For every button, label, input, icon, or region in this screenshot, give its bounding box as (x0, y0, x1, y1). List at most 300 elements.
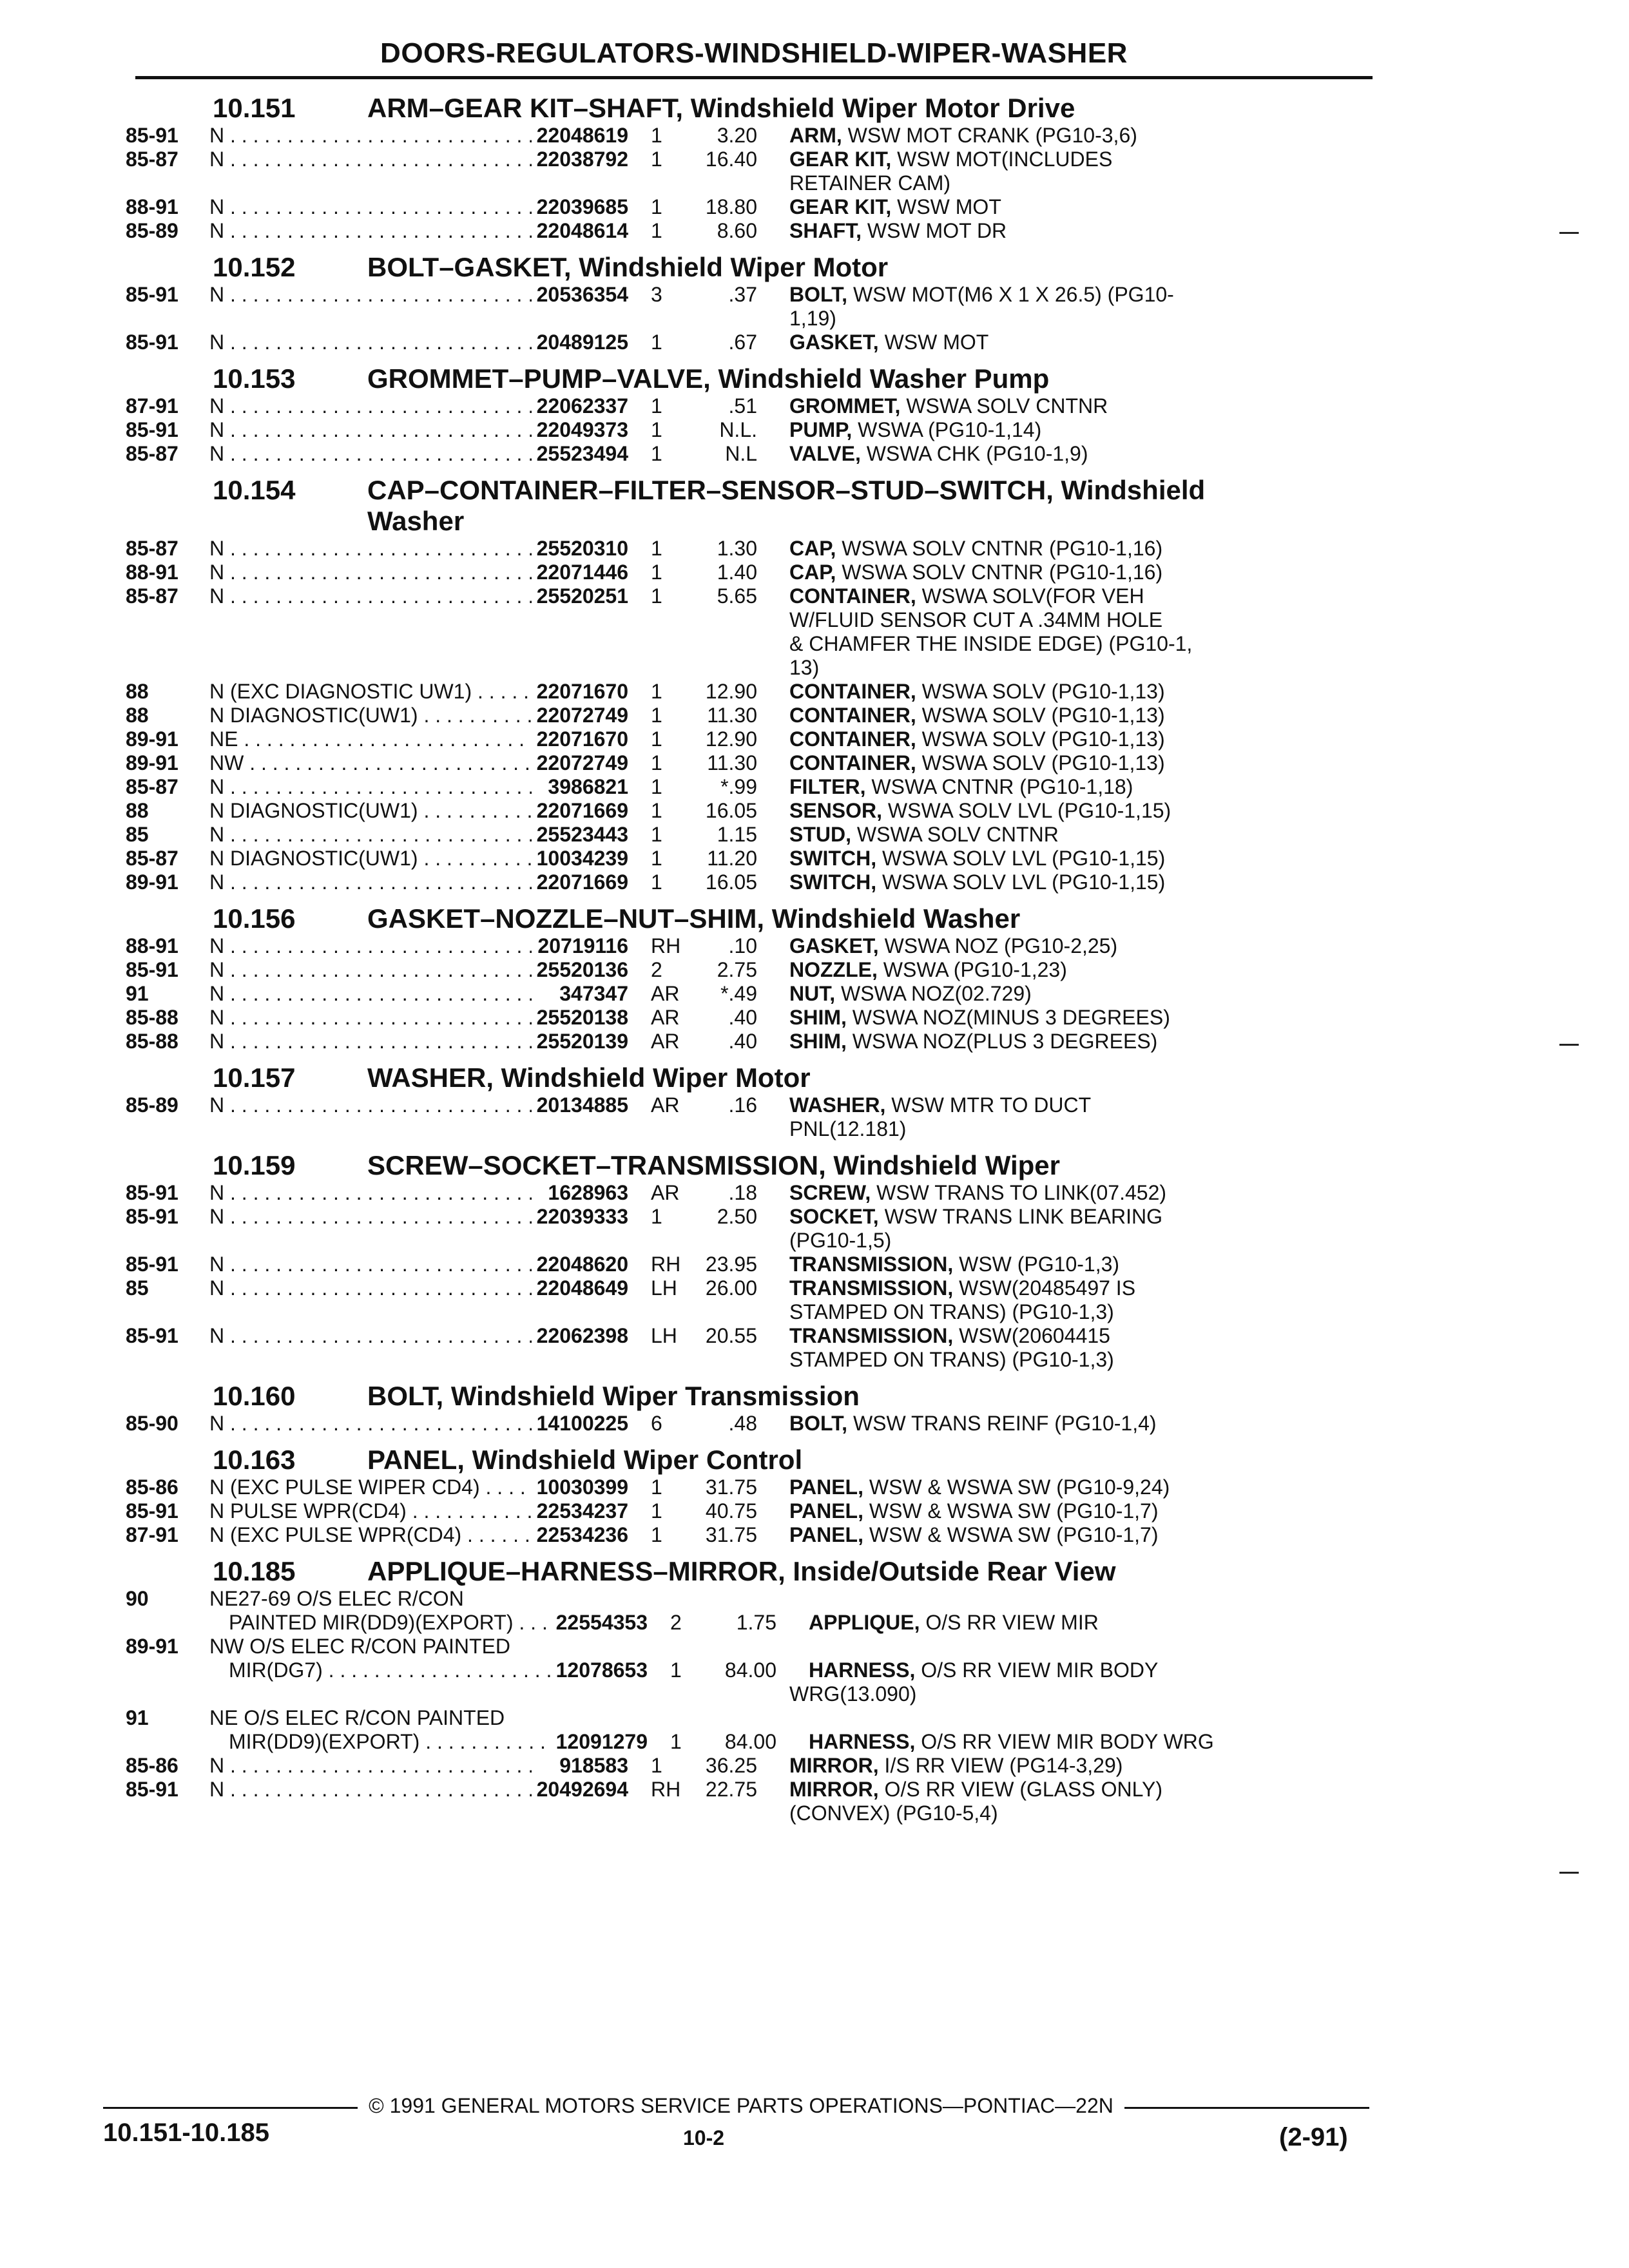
part-number: 22049373 (536, 418, 628, 441)
part-row (126, 219, 1382, 243)
part-name: SENSOR, (789, 799, 883, 822)
part-description: WSW(20604415 (959, 1324, 1110, 1347)
part-row (126, 1754, 1382, 1778)
description (776, 1658, 1382, 1682)
application (209, 775, 532, 799)
section-heading (126, 252, 1382, 283)
part-row (126, 124, 1382, 148)
part-row (126, 870, 1382, 894)
application-text: N . . . (209, 219, 532, 242)
application (209, 1006, 532, 1030)
model-years-spacer (126, 1611, 209, 1635)
continued-text: RETAINER CAM) (789, 171, 951, 195)
quantity: 1 (651, 195, 662, 218)
part-row (126, 1523, 1382, 1547)
section-title: APPLIQUE–HARNESS–MIRROR, Inside/Outside Rear View (367, 1556, 1116, 1586)
description-continued (126, 1117, 1382, 1141)
price: 5.65 (717, 584, 757, 608)
section-heading (126, 1062, 1382, 1093)
part-name: VALVE, (789, 442, 861, 465)
description (757, 394, 1382, 418)
application-text: N (EXC DIAGNOSTIC UW1) . . . (209, 680, 532, 703)
application (209, 124, 532, 148)
section (126, 1381, 1382, 1436)
quantity: 1 (651, 775, 662, 798)
application-text: N DIAGNOSTIC(UW1) . . . (209, 847, 532, 870)
part-description: WSWA SOLV(FOR VEH (921, 584, 1144, 608)
margin-tick (1559, 1044, 1579, 1046)
application-text: N . . . (209, 1778, 532, 1801)
part-row (126, 561, 1382, 584)
application (209, 537, 532, 561)
description (757, 1181, 1382, 1205)
application-text: N . . . (209, 1253, 532, 1276)
section-number: 10.160 (213, 1381, 296, 1411)
description (757, 1006, 1382, 1030)
quantity: 1 (651, 1499, 662, 1523)
model-years: 85-89 (126, 1093, 178, 1117)
application-prefix: NW O/S ELEC R/CON PAINTED (209, 1635, 511, 1658)
footer-rule-right (1124, 2107, 1369, 2109)
section-title: BOLT–GASKET, Windshield Wiper Motor (367, 252, 889, 282)
part-description: WSW & WSWA SW (PG10-1,7) (869, 1499, 1159, 1523)
description (757, 751, 1382, 775)
price: 1.75 (736, 1611, 776, 1634)
indent-spacer (126, 171, 789, 195)
part-number: 10034239 (536, 847, 628, 870)
application-text: NE . . . (209, 727, 532, 751)
model-years: 88-91 (126, 934, 178, 957)
application-text: N . . . (209, 1030, 532, 1053)
section-title: GASKET–NOZZLE–NUT–SHIM, Windshield Washer (367, 903, 1021, 934)
price: 20.55 (705, 1324, 757, 1347)
section-number: 10.163 (213, 1445, 296, 1475)
continued-text: WRG(13.090) (789, 1682, 917, 1706)
description (757, 1412, 1382, 1436)
application-text: N . . . (209, 283, 532, 306)
quantity: LH (651, 1324, 677, 1347)
section-number: 10.156 (213, 903, 296, 934)
price: 16.05 (705, 799, 757, 822)
section-heading (126, 1150, 1382, 1181)
section (126, 1062, 1382, 1141)
quantity: 1 (651, 799, 662, 822)
application (209, 1181, 532, 1205)
application-text: N . . . (209, 561, 532, 584)
quantity: 1 (651, 823, 662, 846)
part-number: 22071669 (536, 870, 628, 894)
application (209, 870, 532, 894)
part-name: TRANSMISSION, (789, 1253, 954, 1276)
description (757, 584, 1382, 608)
application-text: N . . . (209, 394, 532, 418)
part-name: BOLT, (789, 1412, 848, 1435)
description (757, 799, 1382, 823)
header-rule (135, 76, 1373, 79)
part-number: 12091279 (555, 1730, 648, 1753)
indent-spacer (126, 1348, 789, 1372)
application-prefix: NE27-69 O/S ELEC R/CON (209, 1587, 464, 1610)
application (209, 561, 532, 584)
part-description: WSWA SOLV LVL (PG10-1,15) (882, 847, 1166, 870)
description (757, 847, 1382, 870)
part-name: GEAR KIT, (789, 148, 892, 171)
continued-text: W/FLUID SENSOR CUT A .34MM HOLE (789, 608, 1163, 631)
model-years: 85 (126, 823, 149, 846)
part-row (126, 847, 1382, 870)
quantity: RH (651, 934, 681, 957)
quantity: AR (651, 1030, 680, 1053)
part-row (126, 958, 1382, 982)
part-row-prefix (126, 1635, 1382, 1658)
part-description: WSWA NOZ(MINUS 3 DEGREES) (852, 1006, 1170, 1029)
part-row (126, 442, 1382, 466)
application (209, 1499, 532, 1523)
part-description: WSW TRANS REINF (PG10-1,4) (853, 1412, 1157, 1435)
application-text: N . . . (209, 870, 532, 894)
application-text: N . . . (209, 537, 532, 560)
part-row (126, 195, 1382, 219)
model-years: 85-91 (126, 1205, 178, 1228)
model-years: 85-91 (126, 124, 178, 147)
part-row (126, 1006, 1382, 1030)
description-continued (126, 1802, 1382, 1825)
part-number: 22048649 (536, 1276, 628, 1300)
description (757, 1778, 1382, 1802)
application (209, 1730, 551, 1754)
quantity: LH (651, 1276, 677, 1300)
part-row (126, 1030, 1382, 1053)
part-row (126, 283, 1382, 307)
description (757, 823, 1382, 847)
price: N.L (725, 442, 757, 465)
part-number: 20536354 (536, 283, 628, 306)
application-text: MIR(DD9)(EXPORT) . . . (229, 1730, 551, 1753)
part-row (126, 680, 1382, 704)
price: 11.20 (707, 847, 757, 870)
part-number: 22048614 (536, 219, 628, 242)
part-description: WSWA SOLV (PG10-1,13) (921, 680, 1165, 703)
part-description: WSWA SOLV LVL (PG10-1,15) (887, 799, 1171, 822)
quantity: AR (651, 1181, 680, 1204)
quantity: 1 (651, 331, 662, 354)
price: .40 (728, 1006, 757, 1029)
part-description: WSW MOT(M6 X 1 X 26.5) (PG10- (853, 283, 1174, 306)
application-text: N DIAGNOSTIC(UW1) . . . (209, 799, 532, 822)
part-name: PANEL, (789, 1499, 863, 1523)
part-row-prefix (126, 1587, 1382, 1611)
description (757, 537, 1382, 561)
part-row (126, 982, 1382, 1006)
application (209, 751, 532, 775)
part-name: SHIM, (789, 1006, 847, 1029)
section-title: PANEL, Windshield Wiper Control (367, 1445, 803, 1475)
application-text: N . . . (209, 1093, 532, 1117)
model-years: 85-87 (126, 537, 178, 560)
part-description: WSW TRANS TO LINK(07.452) (876, 1181, 1167, 1204)
section (126, 363, 1382, 466)
price: 1.15 (717, 823, 757, 846)
part-number: 25520310 (536, 537, 628, 560)
model-years: 89-91 (126, 751, 178, 774)
quantity: 1 (651, 442, 662, 465)
part-row (126, 1253, 1382, 1276)
indent-spacer (126, 632, 789, 656)
application-text: N . . . (209, 148, 532, 171)
quantity: 1 (670, 1658, 682, 1682)
part-number: 22038792 (536, 148, 628, 171)
description (757, 775, 1382, 799)
part-row (126, 799, 1382, 823)
part-number: 14100225 (536, 1412, 628, 1435)
part-number: 3986821 (548, 775, 628, 798)
price: .16 (728, 1093, 757, 1117)
description (757, 219, 1382, 243)
description (757, 148, 1382, 171)
part-number: 25523494 (536, 442, 628, 465)
part-number: 12078653 (555, 1658, 648, 1682)
part-row (126, 704, 1382, 727)
part-description: WSWA SOLV (PG10-1,13) (921, 751, 1165, 774)
part-row (126, 1276, 1382, 1300)
description-continued (126, 171, 1382, 195)
part-name: STUD, (789, 823, 851, 846)
application (209, 584, 532, 608)
section (126, 252, 1382, 354)
quantity: 1 (651, 847, 662, 870)
part-name: SWITCH, (789, 870, 877, 894)
application (209, 704, 532, 727)
description (757, 727, 1382, 751)
part-description: WSWA SOLV CNTNR (PG10-1,16) (842, 537, 1163, 560)
quantity: AR (651, 982, 680, 1005)
footer-page-number: 10-2 (683, 2126, 725, 2149)
description (776, 1730, 1382, 1754)
part-name: ARM, (789, 124, 842, 147)
part-number: 22072749 (536, 751, 628, 774)
model-years-spacer (126, 1730, 209, 1754)
quantity: RH (651, 1778, 681, 1801)
quantity: 1 (651, 680, 662, 703)
quantity: 1 (651, 1523, 662, 1546)
part-description: WSWA SOLV CNTNR (906, 394, 1108, 418)
price: 84.00 (724, 1730, 776, 1753)
continued-text: 13) (789, 656, 820, 679)
indent-spacer (126, 1117, 789, 1141)
quantity: 1 (651, 727, 662, 751)
part-description: WSW(20485497 IS (959, 1276, 1136, 1300)
quantity: 2 (670, 1611, 682, 1634)
application (209, 195, 532, 219)
section-title: CAP–CONTAINER–FILTER–SENSOR–STUD–SWITCH, Windshield (367, 475, 1206, 505)
application-text: N DIAGNOSTIC(UW1) . . . (209, 704, 532, 727)
application (209, 847, 532, 870)
price: 2.75 (717, 958, 757, 981)
part-row (126, 394, 1382, 418)
section-heading (126, 475, 1382, 506)
part-name: TRANSMISSION, (789, 1324, 954, 1347)
part-name: SOCKET, (789, 1205, 879, 1228)
model-years: 85-91 (126, 1324, 178, 1347)
part-row-prefix (126, 1706, 1382, 1730)
part-number: 1628963 (548, 1181, 628, 1204)
part-name: CONTAINER, (789, 751, 916, 774)
part-name: MIRROR, (789, 1754, 879, 1777)
application (209, 148, 532, 171)
indent-spacer (126, 1229, 789, 1253)
description-continued (126, 1682, 1382, 1706)
quantity: 1 (651, 751, 662, 774)
description (757, 704, 1382, 727)
application-text: N . . . (209, 1412, 532, 1435)
part-number: 25520251 (536, 584, 628, 608)
part-name: CONTAINER, (789, 584, 916, 608)
description (757, 1253, 1382, 1276)
application (209, 680, 532, 704)
description (757, 1523, 1382, 1547)
application-text: N . . . (209, 1205, 532, 1228)
description (757, 1754, 1382, 1778)
part-name: GASKET, (789, 934, 879, 957)
part-name: GROMMET, (789, 394, 901, 418)
price: 16.05 (705, 870, 757, 894)
price: 11.30 (707, 751, 757, 774)
part-number: 22071446 (536, 561, 628, 584)
quantity: 1 (651, 537, 662, 560)
part-description: WSW MOT (884, 331, 989, 354)
application (209, 727, 532, 751)
price: 31.75 (705, 1523, 757, 1546)
description (757, 195, 1382, 219)
part-number: 22048620 (536, 1253, 628, 1276)
model-years: 88 (126, 680, 149, 703)
part-description: WSWA SOLV CNTNR (856, 823, 1059, 846)
application-prefix: NE O/S ELEC R/CON PAINTED (209, 1706, 505, 1729)
footer-range: 10.151-10.185 (103, 2119, 270, 2147)
part-description: WSWA SOLV (PG10-1,13) (921, 727, 1165, 751)
application (209, 1253, 532, 1276)
price: 1.40 (717, 561, 757, 584)
description (757, 680, 1382, 704)
application (209, 1611, 551, 1635)
quantity: 2 (651, 958, 662, 981)
application (209, 442, 532, 466)
part-row (126, 1205, 1382, 1229)
part-description: WSWA CHK (PG10-1,9) (866, 442, 1088, 465)
model-years: 85-89 (126, 219, 178, 242)
quantity: 1 (651, 394, 662, 418)
part-description: WSWA SOLV CNTNR (PG10-1,16) (842, 561, 1163, 584)
price: 1.30 (717, 537, 757, 560)
section (126, 475, 1382, 894)
quantity: 1 (651, 1475, 662, 1499)
part-row (126, 1093, 1382, 1117)
application-text: N . . . (209, 195, 532, 218)
price: .51 (728, 394, 757, 418)
page-header: DOORS-REGULATORS-WINDSHIELD-WIPER-WASHER (380, 37, 1128, 69)
price: 18.80 (705, 195, 757, 218)
description (757, 561, 1382, 584)
price: 12.90 (705, 680, 757, 703)
section-number: 10.185 (213, 1556, 296, 1586)
part-description: O/S RR VIEW MIR BODY WRG (921, 1730, 1214, 1753)
part-name: SHAFT, (789, 219, 862, 242)
model-years: 88-91 (126, 561, 178, 584)
price: 8.60 (717, 219, 757, 242)
quantity: 1 (651, 870, 662, 894)
application (209, 958, 532, 982)
part-description: O/S RR VIEW MIR BODY (921, 1658, 1159, 1682)
application-text: N . . . (209, 1181, 532, 1204)
application (209, 1658, 551, 1682)
quantity: 1 (651, 1205, 662, 1228)
parts-listing (126, 84, 1382, 1825)
description-continued (126, 656, 1382, 680)
part-number: 22039333 (536, 1205, 628, 1228)
description (757, 1324, 1382, 1348)
part-row (126, 823, 1382, 847)
description (757, 982, 1382, 1006)
part-description: O/S RR VIEW (GLASS ONLY) (884, 1778, 1163, 1801)
part-name: HARNESS, (809, 1658, 916, 1682)
part-row (126, 934, 1382, 958)
price: .48 (728, 1412, 757, 1435)
price: 84.00 (724, 1658, 776, 1682)
model-years: 89-91 (126, 727, 178, 751)
part-number: 22062337 (536, 394, 628, 418)
section-heading (126, 93, 1382, 124)
part-number: 22039685 (536, 195, 628, 218)
model-years: 87-91 (126, 1523, 178, 1546)
application (209, 1754, 532, 1778)
description-continued (126, 1300, 1382, 1324)
description-continued (126, 608, 1382, 632)
description (757, 1093, 1382, 1117)
section (126, 1150, 1382, 1372)
application-text: N . . . (209, 934, 532, 957)
part-number: 20489125 (536, 331, 628, 354)
section-number: 10.159 (213, 1150, 296, 1180)
part-row (126, 775, 1382, 799)
application-text: N . . . (209, 958, 532, 981)
part-name: SHIM, (789, 1030, 847, 1053)
part-name: APPLIQUE, (809, 1611, 920, 1634)
part-row (126, 1778, 1382, 1802)
price: *.99 (720, 775, 757, 798)
application (209, 1475, 532, 1499)
model-years: 88 (126, 799, 149, 822)
application (209, 418, 532, 442)
section (126, 1445, 1382, 1547)
part-row (126, 1412, 1382, 1436)
footer-rule-left (103, 2107, 358, 2109)
section-title: BOLT, Windshield Wiper Transmission (367, 1381, 860, 1411)
model-years: 88 (126, 704, 149, 727)
part-row (126, 1658, 1382, 1682)
application (209, 934, 532, 958)
quantity: 1 (651, 148, 662, 171)
part-name: HARNESS, (809, 1730, 916, 1753)
quantity: 1 (651, 584, 662, 608)
application-text: N . . . (209, 442, 532, 465)
application-text: N (EXC PULSE WIPER CD4) . . . (209, 1475, 532, 1499)
margin-tick (1559, 1872, 1579, 1874)
price: 40.75 (705, 1499, 757, 1523)
part-number: 22534237 (536, 1499, 628, 1523)
footer-date: (2-91) (1279, 2123, 1348, 2151)
part-number: 22062398 (536, 1324, 628, 1347)
description (757, 958, 1382, 982)
